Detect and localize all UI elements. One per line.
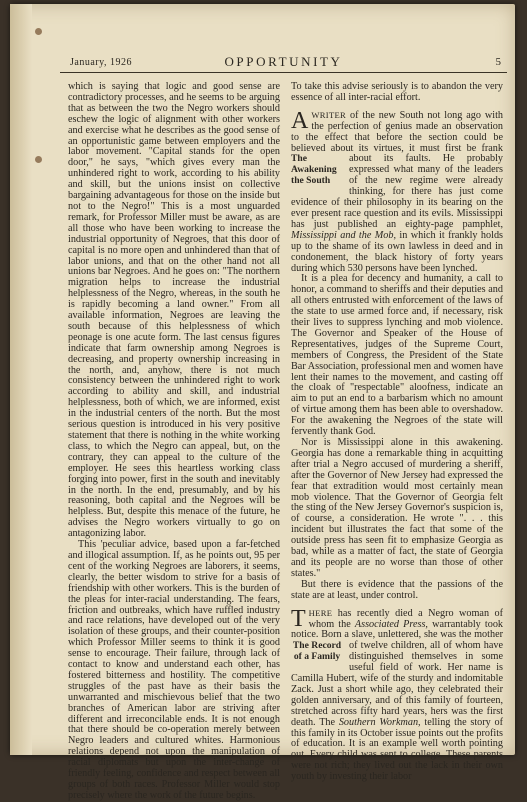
left-column — [68, 81, 280, 801]
paragraph: This 'peculiar advice, based upon a far-fetched and illogical assumption. If, as he points out, 95 per cent of the working Negroes are laborers, it seems, clearly, the better wisdom to strive for a basis of friendship with other workers. This is the burden of the pleas for inter-racial understanding. The fears, friction and outbreaks, which have ruffled industry and race relations, have developed out of the very isolation of these groups, and their counter-position which Professor Miller seems to think it is good sense to encourage. Their failure, through lack of contact to know and understand each other, has fostered bitterness and hostility. The competitive struggles of the past have as their basis the unwarranted and mischievous belief that the two branches of American labor are striving after different and irreconcilable ends. It is not enough that there should be co-operation merely between Negro leaders and cultured whites. Harmonious relations depend not upon the manipulation of racial diplomats but upon the inter-change of friendly feeling, confidence and respect between all groups of both races. Professor Miller would stop precisely where the work of the future begins. — [68, 539, 280, 801]
page-number: 5 — [495, 56, 501, 68]
editorial-awakening-south — [291, 107, 504, 275]
drop-cap: T — [291, 605, 306, 632]
side-heading: The Record of a Family — [292, 640, 342, 663]
paragraph-intro: of the new South not long ago with the perfection of genius made an observation to the effect that before the section could be believed about its virtues, it must first be frank about its faults. — [291, 109, 504, 165]
pamphlet-title: Mississippi and the Mob, — [291, 229, 397, 241]
paragraph: It is a plea for decency and humanity, a call to honor, a command to sheriffs and their deputies and all others entrusted with enforcement of the laws of the state to use armed force and, if necessary, risk their lives to suppress lynching and mob violence. The Governor and Speaker of the House of Representatives, judges of the Supreme Court, members of Congress, the President of the State Bar Association, professional men and women have lent their names to the movement, and casting off the cloak of "respectable" aloofness, indicate an aim to put an end to a barbarism which no amount of virtue among them has been able to overshadow. For the awakening the Negroes of the state will fervently thank God. — [291, 273, 503, 438]
paragraph-intro: warrantably took notice. Born a slave, unlettered, she was the mother of twelve children, all of — [291, 618, 504, 652]
binding-hole — [35, 28, 42, 35]
paragraph-body: He probably expressed what many of the leaders of the new regime were already thinking, for there has just come evidence of their philosophy in its bearing on the ever present race question and its evils. Mississippi has just published an eighty-page pamphlet, — [291, 153, 504, 230]
lead-word: HERE — [308, 607, 333, 618]
editorial-record-family — [291, 605, 504, 784]
paragraph: Nor is Mississippi alone in this awakening. Georgia has done a remarkable thing in acquitting after trial a Negro accused of murdering a sheriff, after the Governor of New Jersey had expressed the fear that extradition would most certainly mean mob violence. That the Governor of Georgia felt the sting of the New Jersey Governor's suspicion is, of course, a consideration. He wrote ". . . this incident but illustrates the fact that some of the outside press has seen fit to emphasize Georgia as bad, while as a matter of fact, the state of Georgia and its people are no worse than those of other states." — [291, 437, 503, 579]
paragraph-body: whom have distinguished themselves in some useful field of work. Her name is Camilla Hubert, wife of the sturdy and indomitable Zack. Just a short while ago, they celebrated their golden anniversary, and of this family of fourteen, stretched across fifty hard years, hers was the first death. The — [291, 640, 503, 728]
running-header — [60, 52, 507, 73]
paragraph-intro: has recently died a Negro woman of whom the — [308, 607, 504, 630]
right-column — [291, 81, 504, 783]
binding-hole — [35, 156, 42, 163]
magazine-page — [10, 4, 515, 801]
binding-edge — [10, 4, 32, 755]
paragraph-body: in which it frankly holds up to the shame of its own lawless in deed and in condonement, the black history of forty years during which 530 persons have been lynched. — [291, 229, 503, 274]
lead-word: WRITER — [311, 109, 347, 120]
issue-date: January, 1926 — [70, 57, 132, 68]
paragraph: But there is evidence that the passions of the state are at least, under control. — [291, 578, 503, 601]
magazine-title: OPPORTUNITY — [224, 54, 343, 69]
paragraph-body: telling the story of this family in its October issue points out the profits of education. It is an example well worth pointing out. Every child was sent to college. These parents were not rich; they lived out the lack in their own youth by investing their labor — [291, 716, 504, 783]
drop-cap: A — [291, 107, 309, 134]
side-heading: The Awakening the South — [291, 153, 337, 187]
publication-title: Southern Workman, — [338, 716, 421, 728]
paragraph: To take this advise seriously is to abandon the very essence of all inter-racial effort. — [291, 81, 503, 103]
publication-title: Associated Press, — [354, 618, 428, 630]
paragraph: which is saying that logic and good sense are contradictory processes, and he seems to be arguing that as between the two the Negro workers should eschew the logic of alignment with other workers and exercise what he describes as the good sense of an opportunistic game between employers and the labor movement. "Capital stands for the open door," he says, "which gives every man the unhindered right to work, according to his ability and skill, but the unions insist on collective bargaining advantageous for those on the inside but not to the Negro!" This is a most unguarded remark, for Professor Miller must be aware, as are all those who have been working to increase the industrial opportunity of Negroes, that this door of capital is no more open and unhindered than that of labor unions, and that on the other hand not all unions bar Negroes. And he goes on: "The northern migration helps to increase the industrial helplessness of the Negro, whereas, in the south he is rapidly becoming a land owner." From all available information, Negroes are leaving the south because of this helplessness of which peonage is one acute form. The last census figures indicate that farm ownership among Negroes is decreasing, and property ownership increasing in the north, and, anyhow, there is not much consistency between the unhindered right to work according to ability and skill, and industrial helplessness, both of which, we are informed, exist in the industrial centers of the north. But the most serious question is introduced in his very positive statement that there is nothing in the white working class, to which the Negro can appeal, but, on the contrary, they can appeal to the culture of the employer. He sees this heartless working class forging into power, first in the south and inevitably in the north. In the end, presumably, and by his reasoning, both capital and the Negroes will be helpless. But, despite this menace of the future, he advises the Negro workers virtually to go on antagonizing labor. — [68, 81, 280, 540]
